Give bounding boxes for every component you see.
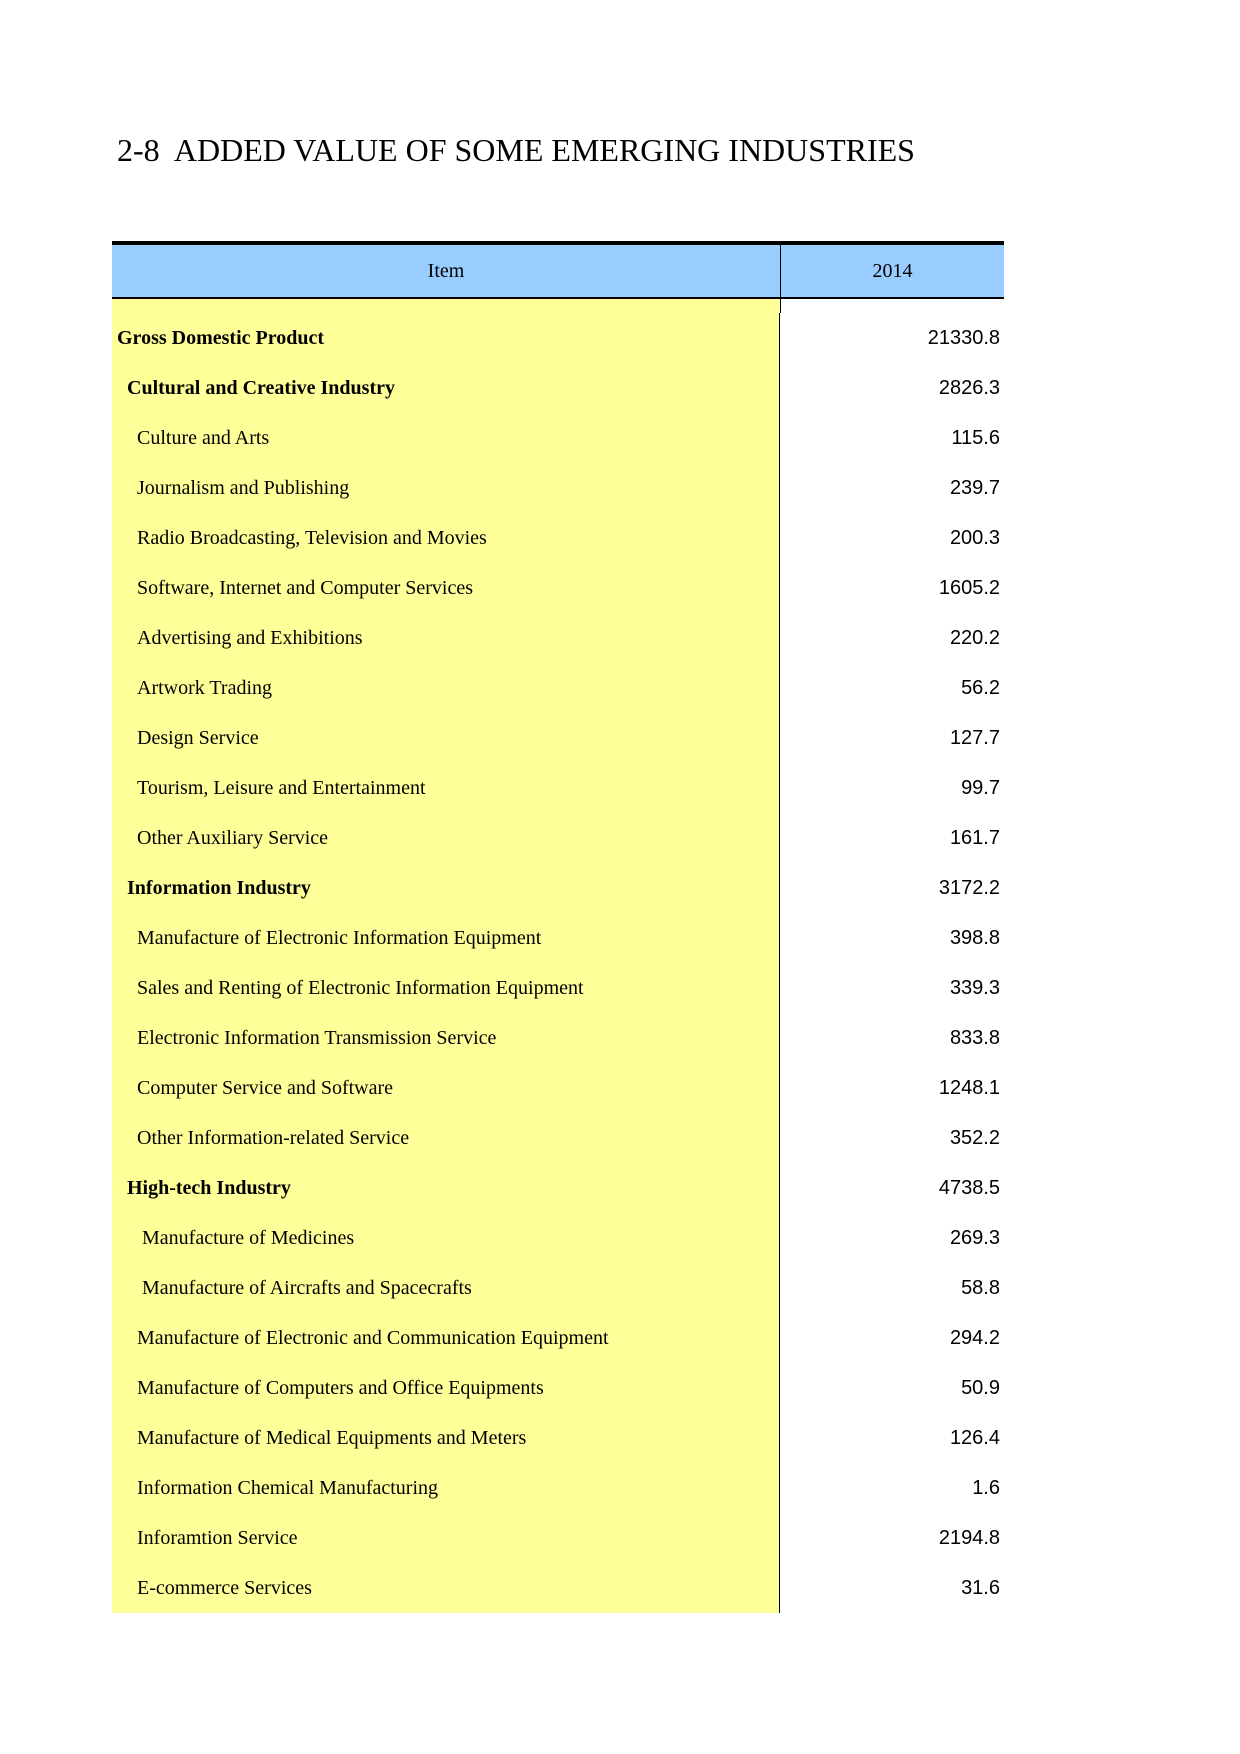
row-label: Manufacture of Electronic and Communication Equipment [112,1313,780,1363]
row-value: 833.8 [949,1026,1000,1049]
table-row [112,1363,1004,1413]
table-row [112,913,1004,963]
row-value: 1.6 [972,1476,1000,1499]
column-header-item: Item [112,245,781,297]
table-row [112,1163,1004,1213]
table-row [112,1563,1004,1613]
table-row [112,1113,1004,1163]
row-value: 339.3 [949,976,1000,999]
table-body-spacer [112,299,1004,313]
column-header-year: 2014 [872,259,913,282]
row-label: E-commerce Services [112,1563,780,1613]
table-row [112,863,1004,913]
row-label: Manufacture of Medicines [112,1213,780,1263]
row-value: 31.6 [961,1576,1000,1599]
table-row [112,1313,1004,1363]
row-label: Manufacture of Medical Equipments and Meters [112,1413,780,1463]
row-value: 220.2 [949,626,1000,649]
table-row [112,563,1004,613]
table-body [112,299,1004,1613]
table-row [112,513,1004,563]
row-label: Journalism and Publishing [112,463,780,513]
table-row [112,713,1004,763]
table-row [112,1413,1004,1463]
row-label: Information Chemical Manufacturing [112,1463,780,1513]
table-row [112,1263,1004,1313]
row-label: Electronic Information Transmission Service [112,1013,780,1063]
row-label: Software, Internet and Computer Services [112,563,780,613]
row-label: Gross Domestic Product [112,313,780,363]
row-value: 352.2 [949,1126,1000,1149]
table-row [112,1513,1004,1563]
row-value: 99.7 [961,776,1000,799]
row-label: Advertising and Exhibitions [112,613,780,663]
row-label: Cultural and Creative Industry [112,363,780,413]
table-row [112,1063,1004,1113]
row-value: 58.8 [961,1276,1000,1299]
table-row [112,1213,1004,1263]
row-label: Other Auxiliary Service [112,813,780,863]
row-label: Manufacture of Computers and Office Equipments [112,1363,780,1413]
table-row [112,813,1004,863]
table-row [112,663,1004,713]
row-value: 50.9 [961,1376,1000,1399]
row-label: Inforamtion Service [112,1513,780,1563]
row-value: 1248.1 [938,1076,1000,1099]
row-value: 398.8 [949,926,1000,949]
row-label: Design Service [112,713,780,763]
row-value: 2826.3 [938,376,1000,399]
row-value: 161.7 [949,826,1000,849]
row-label: Manufacture of Electronic Information Equipment [112,913,780,963]
row-value: 126.4 [949,1426,1000,1449]
row-label: Information Industry [112,863,780,913]
page-title: 2-8 ADDED VALUE OF SOME EMERGING INDUSTRIES [117,132,915,168]
table-header [112,245,1004,299]
row-label: Radio Broadcasting, Television and Movies [112,513,780,563]
row-value: 127.7 [949,726,1000,749]
row-value: 239.7 [949,476,1000,499]
table-row [112,463,1004,513]
row-value: 3172.2 [938,876,1000,899]
row-label: Culture and Arts [112,413,780,463]
row-value: 115.6 [951,426,1000,449]
data-table [112,241,1004,1613]
table-row [112,413,1004,463]
row-value: 200.3 [949,526,1000,549]
table-row [112,313,1004,363]
row-value: 269.3 [949,1226,1000,1249]
row-label: Artwork Trading [112,663,780,713]
row-value: 4738.5 [938,1176,1000,1199]
table-row [112,1013,1004,1063]
table-row [112,1463,1004,1513]
row-value: 56.2 [961,676,1000,699]
row-label: Tourism, Leisure and Entertainment [112,763,780,813]
row-label: Sales and Renting of Electronic Information Equipment [112,963,780,1013]
row-value: 1605.2 [938,576,1000,599]
table-row [112,613,1004,663]
row-label: Computer Service and Software [112,1063,780,1113]
row-value: 2194.8 [938,1526,1000,1549]
row-label: Other Information-related Service [112,1113,780,1163]
row-value: 21330.8 [927,326,1000,349]
row-label: Manufacture of Aircrafts and Spacecrafts [112,1263,780,1313]
table-row [112,963,1004,1013]
table-row [112,763,1004,813]
table-row [112,363,1004,413]
row-value: 294.2 [949,1326,1000,1349]
row-label: High-tech Industry [112,1163,780,1213]
